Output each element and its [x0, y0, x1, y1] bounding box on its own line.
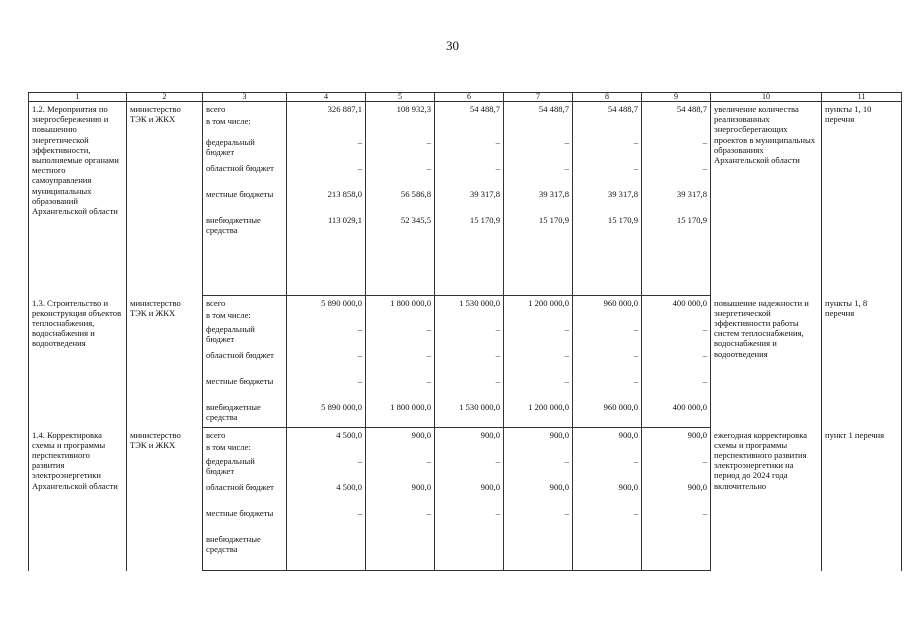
amount-cell: [504, 116, 573, 137]
amount-cell: –: [642, 137, 711, 163]
amount-cell: 960 000,0: [573, 402, 642, 428]
amount-cell: –: [504, 163, 573, 189]
amount-cell: –: [435, 376, 504, 402]
funding-source-cell: внебюджетные средства: [203, 402, 287, 428]
funding-source-cell: всего: [203, 428, 287, 442]
amount-cell: 5 890 000,0: [287, 402, 366, 428]
amount-cell: [642, 534, 711, 571]
amount-cell: 56 586,8: [366, 189, 435, 215]
amount-cell: 1 200 000,0: [504, 296, 573, 310]
amount-cell: 213 858,0: [287, 189, 366, 215]
amount-cell: 15 170,9: [504, 215, 573, 296]
funding-source-cell: местные бюджеты: [203, 508, 287, 534]
funding-source-cell: всего: [203, 296, 287, 310]
amount-cell: [573, 310, 642, 324]
amount-cell: 400 000,0: [642, 296, 711, 310]
outcome-cell: ежегодная корректировка схемы и программы перспективного развития электроэнергетики на период до 2024 года включительно: [711, 428, 822, 571]
amount-cell: –: [366, 508, 435, 534]
amount-cell: 1 800 000,0: [366, 402, 435, 428]
table-body: [29, 102, 902, 571]
amount-cell: 960 000,0: [573, 296, 642, 310]
amount-cell: 4 500,0: [287, 482, 366, 508]
amount-cell: 900,0: [435, 428, 504, 442]
amount-cell: 900,0: [642, 428, 711, 442]
amount-cell: 15 170,9: [642, 215, 711, 296]
funding-source-cell: в том числе:: [203, 310, 287, 324]
items-cell: пункт 1 перечня: [822, 428, 902, 571]
amount-cell: –: [435, 456, 504, 482]
amount-cell: –: [573, 456, 642, 482]
amount-cell: –: [642, 163, 711, 189]
amount-cell: [287, 534, 366, 571]
amount-cell: 39 317,8: [504, 189, 573, 215]
executor-cell: министерство ТЭК и ЖКХ: [127, 428, 203, 571]
amount-cell: 5 890 000,0: [287, 296, 366, 310]
amount-cell: –: [642, 508, 711, 534]
column-header: 9: [642, 93, 711, 102]
amount-cell: 39 317,8: [435, 189, 504, 215]
funding-source-cell: областной бюджет: [203, 163, 287, 189]
funding-table: [28, 92, 902, 571]
amount-cell: 1 530 000,0: [435, 296, 504, 310]
amount-cell: 900,0: [366, 428, 435, 442]
amount-cell: –: [504, 508, 573, 534]
amount-cell: 108 932,3: [366, 102, 435, 116]
amount-cell: –: [573, 137, 642, 163]
amount-cell: –: [642, 456, 711, 482]
table-row: [29, 428, 902, 442]
amount-cell: [573, 534, 642, 571]
amount-cell: 1 200 000,0: [504, 402, 573, 428]
amount-cell: [642, 442, 711, 456]
funding-source-cell: в том числе:: [203, 116, 287, 137]
column-header: 6: [435, 93, 504, 102]
amount-cell: –: [573, 376, 642, 402]
amount-cell: [573, 116, 642, 137]
amount-cell: –: [287, 137, 366, 163]
amount-cell: –: [435, 508, 504, 534]
amount-cell: –: [573, 324, 642, 350]
funding-source-cell: внебюджетные средства: [203, 215, 287, 296]
amount-cell: –: [287, 324, 366, 350]
amount-cell: 900,0: [435, 482, 504, 508]
items-cell: пункты 1, 8 перечня: [822, 296, 902, 428]
amount-cell: –: [504, 376, 573, 402]
amount-cell: –: [435, 324, 504, 350]
amount-cell: [573, 442, 642, 456]
amount-cell: –: [287, 508, 366, 534]
amount-cell: [642, 116, 711, 137]
amount-cell: –: [366, 163, 435, 189]
funding-source-cell: всего: [203, 102, 287, 116]
column-header: 4: [287, 93, 366, 102]
amount-cell: –: [573, 350, 642, 376]
items-cell: пункты 1, 10 перечня: [822, 102, 902, 296]
amount-cell: 900,0: [573, 482, 642, 508]
amount-cell: [366, 442, 435, 456]
amount-cell: –: [435, 350, 504, 376]
amount-cell: 400 000,0: [642, 402, 711, 428]
amount-cell: –: [366, 350, 435, 376]
amount-cell: [366, 534, 435, 571]
column-header: 5: [366, 93, 435, 102]
amount-cell: –: [366, 137, 435, 163]
amount-cell: 326 887,1: [287, 102, 366, 116]
amount-cell: 1 530 000,0: [435, 402, 504, 428]
funding-source-cell: областной бюджет: [203, 482, 287, 508]
amount-cell: [366, 310, 435, 324]
outcome-cell: увеличение количества реализованных энергосберегающих проектов в муниципальных образованиях Архангельской области: [711, 102, 822, 296]
amount-cell: –: [366, 324, 435, 350]
amount-cell: 4 500,0: [287, 428, 366, 442]
amount-cell: [504, 310, 573, 324]
amount-cell: [435, 116, 504, 137]
amount-cell: [435, 442, 504, 456]
funding-source-cell: областной бюджет: [203, 350, 287, 376]
amount-cell: –: [504, 324, 573, 350]
amount-cell: [435, 534, 504, 571]
amount-cell: 54 488,7: [573, 102, 642, 116]
executor-cell: министерство ТЭК и ЖКХ: [127, 296, 203, 428]
amount-cell: [435, 310, 504, 324]
amount-cell: 1 800 000,0: [366, 296, 435, 310]
amount-cell: –: [642, 350, 711, 376]
column-header: 3: [203, 93, 287, 102]
amount-cell: 113 029,1: [287, 215, 366, 296]
funding-source-cell: федеральный бюджет: [203, 456, 287, 482]
amount-cell: –: [435, 163, 504, 189]
funding-source-cell: местные бюджеты: [203, 189, 287, 215]
amount-cell: [504, 534, 573, 571]
amount-cell: [642, 310, 711, 324]
amount-cell: 15 170,9: [573, 215, 642, 296]
amount-cell: 900,0: [573, 428, 642, 442]
amount-cell: 15 170,9: [435, 215, 504, 296]
activity-cell: 1.4. Корректировка схемы и программы перспективного развития электроэнергетики Архангельской области: [29, 428, 127, 571]
column-header: 8: [573, 93, 642, 102]
column-number-row: [29, 93, 902, 102]
outcome-cell: повышение надежности и энергетической эффективности работы систем теплоснабжения, водоснабжения и водоотведения: [711, 296, 822, 428]
amount-cell: [287, 442, 366, 456]
amount-cell: 900,0: [504, 428, 573, 442]
column-header: 11: [822, 93, 902, 102]
activity-cell: 1.3. Строительство и реконструкция объектов теплоснабжения, водоснабжения и водоотведения: [29, 296, 127, 428]
table-row: [29, 296, 902, 310]
amount-cell: 54 488,7: [642, 102, 711, 116]
column-header: 7: [504, 93, 573, 102]
column-header: 10: [711, 93, 822, 102]
funding-source-cell: федеральный бюджет: [203, 137, 287, 163]
amount-cell: 54 488,7: [504, 102, 573, 116]
amount-cell: –: [504, 137, 573, 163]
funding-source-cell: внебюджетные средства: [203, 534, 287, 571]
amount-cell: –: [573, 163, 642, 189]
amount-cell: [366, 116, 435, 137]
amount-cell: 54 488,7: [435, 102, 504, 116]
amount-cell: –: [642, 376, 711, 402]
activity-cell: 1.2. Мероприятия по энергосбережению и повышению энергетической эффективности, выполняемые органами местного самоуправления муниципальных образований Архангельской области: [29, 102, 127, 296]
amount-cell: –: [287, 350, 366, 376]
amount-cell: –: [435, 137, 504, 163]
amount-cell: [287, 310, 366, 324]
executor-cell: министерство ТЭК и ЖКХ: [127, 102, 203, 296]
amount-cell: –: [504, 456, 573, 482]
amount-cell: 900,0: [642, 482, 711, 508]
amount-cell: –: [573, 508, 642, 534]
amount-cell: [287, 116, 366, 137]
amount-cell: 52 345,5: [366, 215, 435, 296]
funding-source-cell: федеральный бюджет: [203, 324, 287, 350]
amount-cell: –: [642, 324, 711, 350]
column-header: 2: [127, 93, 203, 102]
table-row: [29, 102, 902, 116]
page-number: 30: [446, 38, 459, 53]
funding-source-cell: местные бюджеты: [203, 376, 287, 402]
amount-cell: –: [287, 376, 366, 402]
amount-cell: –: [287, 456, 366, 482]
funding-source-cell: в том числе:: [203, 442, 287, 456]
amount-cell: –: [504, 350, 573, 376]
amount-cell: [504, 442, 573, 456]
amount-cell: –: [366, 376, 435, 402]
amount-cell: 900,0: [366, 482, 435, 508]
column-header: 1: [29, 93, 127, 102]
amount-cell: 900,0: [504, 482, 573, 508]
amount-cell: 39 317,8: [573, 189, 642, 215]
amount-cell: –: [287, 163, 366, 189]
amount-cell: 39 317,8: [642, 189, 711, 215]
amount-cell: –: [366, 456, 435, 482]
